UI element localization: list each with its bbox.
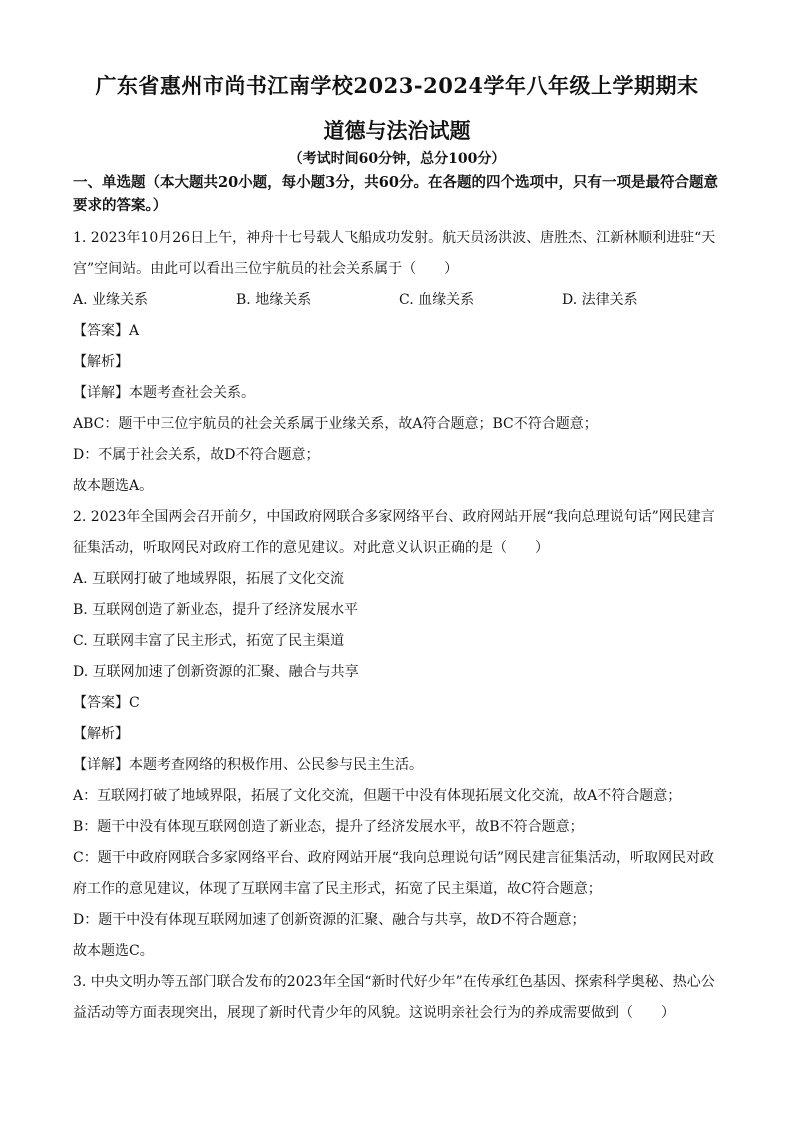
explanation-line: D：不属于社会关系，故D不符合题意； (73, 447, 320, 463)
explanation-line: C：题干中政府网联合多家网络平台、政府网站开展“我向总理说句话”网民建言征集活动，听取网民对政府工作的意见建议，体现了互联网丰富了民主形式，拓宽了民主渠道，故C符合题意； (73, 850, 715, 897)
option-a: A. 业缘关系 (73, 292, 149, 308)
exam-info: （考试时间60分钟，总分100分） (288, 151, 506, 167)
document-title: 广东省惠州市尚书江南学校2023-2024学年八年级上学期期末 (95, 73, 699, 98)
option-b: B. 地缘关系 (236, 292, 312, 308)
option-b: B. 互联网创造了新业态，提升了经济发展水平 (73, 602, 359, 618)
explanation-line: 故本题选C。 (73, 943, 154, 959)
question-1-stem: 1. 2023年10月26日上午，神舟十七号载人飞船成功发射。航天员汤洪波、唐胜杰、江新林顺利进驻“天宫”空间站。由此可以看出三位宇航员的社会关系属于（ ） (73, 230, 716, 277)
option-d: D. 互联网加速了创新资源的汇聚、融合与共享 (73, 664, 359, 680)
answer-label: 【答案】A (73, 323, 140, 339)
analysis-label: 【解析】 (73, 726, 129, 742)
document-subject-title: 道德与法治试题 (323, 118, 471, 143)
document-body (73, 171, 727, 1029)
analysis-label: 【解析】 (73, 354, 129, 370)
option-c: C. 血缘关系 (399, 292, 475, 308)
question-3-stem: 3. 中央文明办等五部门联合发布的2023年全国“新时代好少年”在传承红色基因、探索科学奥秘、热心公益活动等方面表现突出，展现了新时代青少年的风貌。这说明亲社会行为的养成需要做到（ ） (73, 974, 715, 1021)
question-1-options (73, 285, 727, 316)
answer-label: 【答案】C (73, 695, 140, 711)
question-2-stem: 2. 2023年全国两会召开前夕，中国政府网联合多家网络平台、政府网站开展“我向总理说句话”网民建言征集活动，听取网民对政府工作的意见建议。对此意义认识正确的是（ ） (73, 509, 715, 556)
explanation-line: ABC：题干中三位宇航员的社会关系属于业缘关系，故A符合题意；BC不符合题意； (73, 416, 598, 432)
option-a: A. 互联网打破了地域界限，拓展了文化交流 (73, 571, 345, 587)
explanation-line: 故本题选A。 (73, 478, 154, 494)
detail-line: 【详解】本题考查社会关系。 (73, 385, 255, 401)
explanation-line: A：互联网打破了地域界限，拓展了文化交流，但题干中没有体现拓展文化交流，故A不符合题意； (73, 788, 682, 804)
explanation-line: B：题干中没有体现互联网创造了新业态，提升了经济发展水平，故B不符合题意； (73, 819, 584, 835)
explanation-line: D：题干中没有体现互联网加速了创新资源的汇聚、融合与共享，故D不符合题意； (73, 912, 586, 928)
section-heading: 一、单选题（本大题共20小题，每小题3分，共60分。在各题的四个选项中，只有一项是最符合题意要求的答案。） (73, 174, 718, 214)
option-d: D. 法律关系 (562, 292, 638, 308)
option-c: C. 互联网丰富了民主形式，拓宽了民主渠道 (73, 633, 345, 649)
detail-line: 【详解】本题考查网络的积极作用、公民参与民主生活。 (73, 757, 423, 773)
